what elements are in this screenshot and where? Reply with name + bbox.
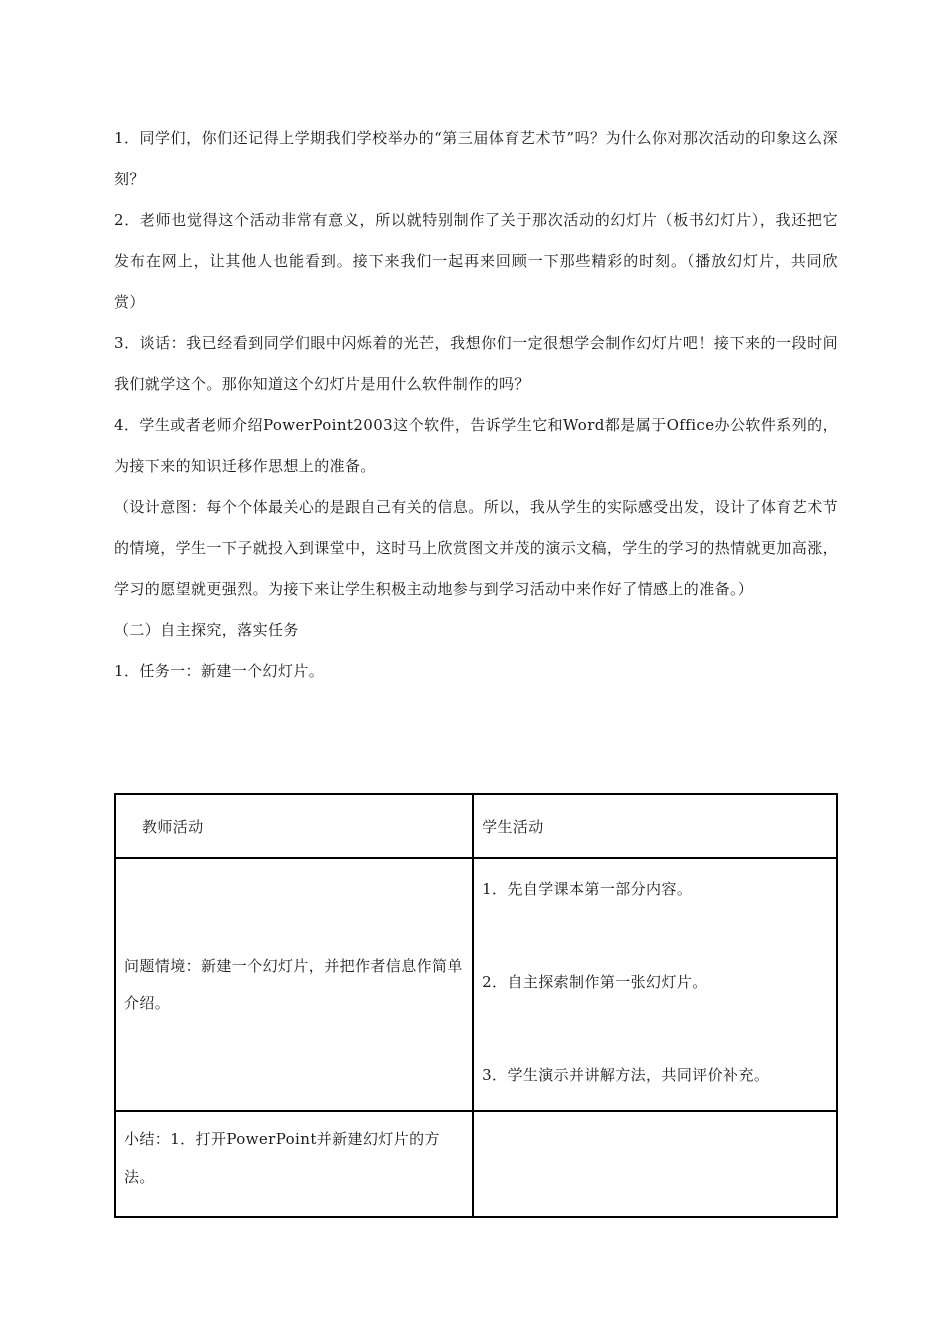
- paragraph-2: 2．老师也觉得这个活动非常有意义，所以就特别制作了关于那次活动的幻灯片（板书幻灯片），我还把它发布在网上，让其他人也能看到。接下来我们一起再来回顾一下那些精彩的时刻。（播放幻灯片，共同欣赏）: [114, 211, 838, 311]
- design-intent-paragraph: （设计意图：每个个体最关心的是跟自己有关的信息。所以，我从学生的实际感受出发，设计了体育艺术节的情境，学生一下子就投入到课堂中，这时马上欣赏图文并茂的演示文稿，学生的学习的热情就更加高涨，学习的愿望就更强烈。为接下来让学生积极主动地参与到学习活动中来作好了情感上的准备。）: [114, 498, 838, 598]
- activity-table: [114, 793, 838, 1218]
- summary-student-text: [474, 1112, 836, 1120]
- summary-row: [115, 1111, 837, 1217]
- summary-student-cell: [473, 1111, 837, 1217]
- document-body: [114, 118, 838, 692]
- task-title: 1．任务一：新建一个幻灯片。: [114, 662, 325, 680]
- student-step-3: 3．学生演示并讲解方法，共同评价补充。: [482, 1066, 770, 1084]
- table-header-row: [115, 794, 837, 858]
- summary-text: 小结：1．打开PowerPoint并新建幻灯片的方法。: [124, 1130, 440, 1186]
- student-step-2: 2．自主探索制作第一张幻灯片。: [482, 973, 708, 991]
- paragraph-4: 4．学生或者老师介绍PowerPoint2003这个软件，告诉学生它和Word都是属于Office办公软件系列的，为接下来的知识迁移作思想上的准备。: [114, 416, 838, 475]
- section-heading: （二）自主探究，落实任务: [114, 621, 299, 639]
- table-row: [115, 858, 837, 1111]
- student-activity-cell: [473, 858, 837, 1111]
- student-step-1: 1．先自学课本第一部分内容。: [482, 880, 693, 898]
- teacher-activity-cell: [115, 858, 473, 1111]
- header-teacher-label: 教师活动: [142, 818, 204, 836]
- header-teacher-cell: [115, 794, 473, 858]
- summary-teacher-cell: [115, 1111, 473, 1217]
- header-student-cell: [473, 794, 837, 858]
- header-student-label: 学生活动: [482, 818, 544, 836]
- teacher-activity-text: 问题情境：新建一个幻灯片，并把作者信息作简单介绍。: [124, 956, 463, 1012]
- paragraph-3: 3．谈话：我已经看到同学们眼中闪烁着的光芒，我想你们一定很想学会制作幻灯片吧！接下来的一段时间我们就学这个。那你知道这个幻灯片是用什么软件制作的吗？: [114, 334, 838, 393]
- paragraph-1: 1．同学们，你们还记得上学期我们学校举办的“第三届体育艺术节”吗？为什么你对那次活动的印象这么深刻？: [114, 129, 838, 188]
